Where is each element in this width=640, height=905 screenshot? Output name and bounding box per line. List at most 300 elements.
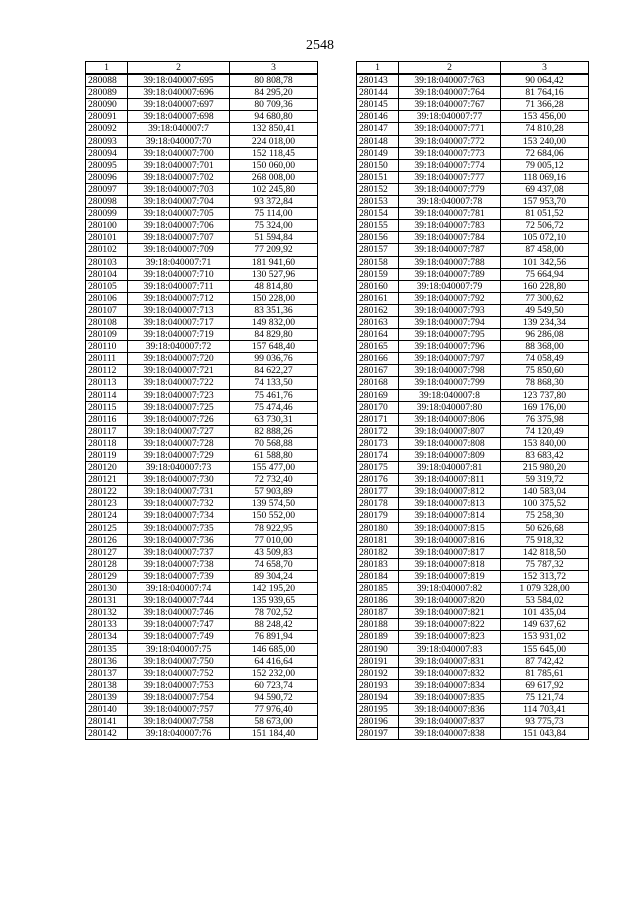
table-row: [86, 159, 318, 171]
row-number-cell: 280196: [357, 716, 399, 728]
value-cell: 78 702,52: [230, 607, 318, 619]
row-number-cell: 280155: [357, 220, 399, 232]
table-row: [357, 87, 589, 99]
value-cell: 89 304,24: [230, 570, 318, 582]
value-cell: 96 286,08: [501, 329, 589, 341]
row-number-cell: 280188: [357, 619, 399, 631]
row-number-cell: 280159: [357, 268, 399, 280]
table-row: [86, 365, 318, 377]
cadastral-number-cell: 39:18:040007:747: [128, 619, 230, 631]
value-cell: 90 064,42: [501, 74, 589, 87]
cadastral-number-cell: 39:18:040007:767: [399, 99, 501, 111]
row-number-cell: 280142: [86, 728, 128, 740]
row-number-cell: 280125: [86, 522, 128, 534]
cadastral-number-cell: 39:18:040007:704: [128, 196, 230, 208]
cadastral-number-cell: 39:18:040007:819: [399, 570, 501, 582]
value-cell: 82 888,26: [230, 425, 318, 437]
row-number-cell: 280102: [86, 244, 128, 256]
table-row: [86, 171, 318, 183]
cadastral-number-cell: 39:18:040007:773: [399, 147, 501, 159]
row-number-cell: 280172: [357, 425, 399, 437]
row-number-cell: 280093: [86, 135, 128, 147]
cadastral-number-cell: 39:18:040007:834: [399, 679, 501, 691]
value-cell: 105 072,10: [501, 232, 589, 244]
value-cell: 75 461,76: [230, 389, 318, 401]
row-number-cell: 280143: [357, 74, 399, 87]
cadastral-number-cell: 39:18:040007:814: [399, 510, 501, 522]
cadastral-number-cell: 39:18:040007:792: [399, 292, 501, 304]
cadastral-number-cell: 39:18:040007:705: [128, 208, 230, 220]
table-row: [86, 135, 318, 147]
value-cell: 93 775,73: [501, 716, 589, 728]
value-cell: 118 069,16: [501, 171, 589, 183]
value-cell: 57 903,89: [230, 486, 318, 498]
table-row: [357, 667, 589, 679]
table-header-row: [357, 62, 589, 75]
cadastral-number-cell: 39:18:040007:711: [128, 280, 230, 292]
table-row: [86, 280, 318, 292]
table-row: [86, 389, 318, 401]
cadastral-number-cell: 39:18:040007:817: [399, 546, 501, 558]
row-number-cell: 280099: [86, 208, 128, 220]
cadastral-number-cell: 39:18:040007:832: [399, 667, 501, 679]
value-cell: 77 010,00: [230, 534, 318, 546]
table-row: [86, 329, 318, 341]
cadastral-number-cell: 39:18:040007:837: [399, 716, 501, 728]
cadastral-number-cell: 39:18:040007:746: [128, 607, 230, 619]
table-row: [86, 716, 318, 728]
row-number-cell: 280189: [357, 631, 399, 643]
row-number-cell: 280124: [86, 510, 128, 522]
cadastral-number-cell: 39:18:040007:772: [399, 135, 501, 147]
row-number-cell: 280161: [357, 292, 399, 304]
row-number-cell: 280148: [357, 135, 399, 147]
value-cell: 83 683,42: [501, 450, 589, 462]
row-number-cell: 280147: [357, 123, 399, 135]
row-number-cell: 280160: [357, 280, 399, 292]
table-row: [86, 341, 318, 353]
table-row: [86, 437, 318, 449]
value-cell: 53 584,02: [501, 595, 589, 607]
cadastral-number-cell: 39:18:040007:702: [128, 171, 230, 183]
value-cell: 160 228,80: [501, 280, 589, 292]
row-number-cell: 280153: [357, 196, 399, 208]
row-number-cell: 280127: [86, 546, 128, 558]
value-cell: 153 240,00: [501, 135, 589, 147]
table-row: [86, 450, 318, 462]
cadastral-number-cell: 39:18:040007:753: [128, 679, 230, 691]
cadastral-number-cell: 39:18:040007:735: [128, 522, 230, 534]
value-cell: 75 114,00: [230, 208, 318, 220]
table-row: [86, 558, 318, 570]
value-cell: 153 456,00: [501, 111, 589, 123]
table-row: [357, 631, 589, 643]
row-number-cell: 280136: [86, 655, 128, 667]
value-cell: 81 764,16: [501, 87, 589, 99]
row-number-cell: 280170: [357, 401, 399, 413]
value-cell: 151 184,40: [230, 728, 318, 740]
table-body-right: [357, 74, 589, 740]
value-cell: 157 953,70: [501, 196, 589, 208]
value-cell: 93 372,84: [230, 196, 318, 208]
row-number-cell: 280158: [357, 256, 399, 268]
row-number-cell: 280151: [357, 171, 399, 183]
table-row: [357, 534, 589, 546]
value-cell: 59 319,72: [501, 474, 589, 486]
value-cell: 64 416,64: [230, 655, 318, 667]
row-number-cell: 280145: [357, 99, 399, 111]
table-row: [86, 304, 318, 316]
cadastral-number-cell: 39:18:040007:75: [128, 643, 230, 655]
cadastral-number-cell: 39:18:040007:71: [128, 256, 230, 268]
table-row: [86, 534, 318, 546]
row-number-cell: 280126: [86, 534, 128, 546]
row-number-cell: 280130: [86, 583, 128, 595]
row-number-cell: 280129: [86, 570, 128, 582]
cadastral-number-cell: 39:18:040007:836: [399, 703, 501, 715]
table-row: [357, 232, 589, 244]
cadastral-number-cell: 39:18:040007:709: [128, 244, 230, 256]
row-number-cell: 280135: [86, 643, 128, 655]
table-row: [357, 183, 589, 195]
table-row: [357, 389, 589, 401]
value-cell: 142 195,20: [230, 583, 318, 595]
row-number-cell: 280121: [86, 474, 128, 486]
register-table-left: [85, 61, 318, 740]
cadastral-number-cell: 39:18:040007:717: [128, 316, 230, 328]
table-row: [357, 353, 589, 365]
value-cell: 139 574,50: [230, 498, 318, 510]
table-row: [86, 425, 318, 437]
table-row: [86, 413, 318, 425]
value-cell: 84 622,27: [230, 365, 318, 377]
table-row: [357, 74, 589, 87]
table-row: [86, 655, 318, 667]
cadastral-number-cell: 39:18:040007:696: [128, 87, 230, 99]
cadastral-number-cell: 39:18:040007:811: [399, 474, 501, 486]
row-number-cell: 280112: [86, 365, 128, 377]
table-row: [86, 232, 318, 244]
table-row: [357, 268, 589, 280]
row-number-cell: 280105: [86, 280, 128, 292]
cadastral-number-cell: 39:18:040007:703: [128, 183, 230, 195]
cadastral-number-cell: 39:18:040007:78: [399, 196, 501, 208]
value-cell: 75 324,00: [230, 220, 318, 232]
row-number-cell: 280091: [86, 111, 128, 123]
value-cell: 151 043,84: [501, 728, 589, 740]
cadastral-number-cell: 39:18:040007:81: [399, 462, 501, 474]
row-number-cell: 280106: [86, 292, 128, 304]
value-cell: 153 931,02: [501, 631, 589, 643]
row-number-cell: 280113: [86, 377, 128, 389]
table-row: [357, 329, 589, 341]
cadastral-number-cell: 39:18:040007:763: [399, 74, 501, 87]
table-row: [86, 183, 318, 195]
cadastral-number-cell: 39:18:040007:725: [128, 401, 230, 413]
row-number-cell: 280094: [86, 147, 128, 159]
column-header-1: 1: [86, 62, 128, 75]
row-number-cell: 280111: [86, 353, 128, 365]
value-cell: 114 703,41: [501, 703, 589, 715]
cadastral-number-cell: 39:18:040007:794: [399, 316, 501, 328]
table-row: [357, 377, 589, 389]
value-cell: 60 723,74: [230, 679, 318, 691]
row-number-cell: 280175: [357, 462, 399, 474]
table-row: [86, 353, 318, 365]
value-cell: 152 313,72: [501, 570, 589, 582]
row-number-cell: 280163: [357, 316, 399, 328]
value-cell: 181 941,60: [230, 256, 318, 268]
value-cell: 268 008,00: [230, 171, 318, 183]
table-row: [86, 667, 318, 679]
row-number-cell: 280100: [86, 220, 128, 232]
value-cell: 74 133,50: [230, 377, 318, 389]
row-number-cell: 280110: [86, 341, 128, 353]
value-cell: 84 295,20: [230, 87, 318, 99]
cadastral-number-cell: 39:18:040007:789: [399, 268, 501, 280]
cadastral-number-cell: 39:18:040007:831: [399, 655, 501, 667]
value-cell: 149 832,00: [230, 316, 318, 328]
cadastral-number-cell: 39:18:040007:722: [128, 377, 230, 389]
table-row: [357, 728, 589, 740]
value-cell: 81 051,52: [501, 208, 589, 220]
table-row: [357, 135, 589, 147]
table-row: [357, 304, 589, 316]
cadastral-number-cell: 39:18:040007:781: [399, 208, 501, 220]
table-row: [86, 99, 318, 111]
cadastral-number-cell: 39:18:040007:726: [128, 413, 230, 425]
cadastral-number-cell: 39:18:040007:8: [399, 389, 501, 401]
row-number-cell: 280114: [86, 389, 128, 401]
row-number-cell: 280109: [86, 329, 128, 341]
row-number-cell: 280132: [86, 607, 128, 619]
value-cell: 153 840,00: [501, 437, 589, 449]
cadastral-number-cell: 39:18:040007:752: [128, 667, 230, 679]
cadastral-number-cell: 39:18:040007:738: [128, 558, 230, 570]
cadastral-number-cell: 39:18:040007:72: [128, 341, 230, 353]
row-number-cell: 280156: [357, 232, 399, 244]
table-row: [357, 159, 589, 171]
value-cell: 224 018,00: [230, 135, 318, 147]
row-number-cell: 280116: [86, 413, 128, 425]
value-cell: 77 976,40: [230, 703, 318, 715]
value-cell: 157 648,40: [230, 341, 318, 353]
row-number-cell: 280149: [357, 147, 399, 159]
row-number-cell: 280167: [357, 365, 399, 377]
value-cell: 130 527,96: [230, 268, 318, 280]
value-cell: 78 922,95: [230, 522, 318, 534]
cadastral-number-cell: 39:18:040007:707: [128, 232, 230, 244]
cadastral-number-cell: 39:18:040007:758: [128, 716, 230, 728]
row-number-cell: 280095: [86, 159, 128, 171]
value-cell: 51 594,84: [230, 232, 318, 244]
cadastral-number-cell: 39:18:040007:816: [399, 534, 501, 546]
cadastral-number-cell: 39:18:040007:783: [399, 220, 501, 232]
table-row: [357, 413, 589, 425]
row-number-cell: 280197: [357, 728, 399, 740]
cadastral-number-cell: 39:18:040007:70: [128, 135, 230, 147]
cadastral-number-cell: 39:18:040007:784: [399, 232, 501, 244]
cadastral-number-cell: 39:18:040007:838: [399, 728, 501, 740]
row-number-cell: 280103: [86, 256, 128, 268]
cadastral-number-cell: 39:18:040007:793: [399, 304, 501, 316]
cadastral-number-cell: 39:18:040007:79: [399, 280, 501, 292]
table-row: [86, 208, 318, 220]
value-cell: 48 814,80: [230, 280, 318, 292]
value-cell: 75 474,46: [230, 401, 318, 413]
row-number-cell: 280137: [86, 667, 128, 679]
value-cell: 74 658,70: [230, 558, 318, 570]
table-row: [357, 607, 589, 619]
table-row: [357, 595, 589, 607]
value-cell: 94 590,72: [230, 691, 318, 703]
table-row: [86, 498, 318, 510]
row-number-cell: 280169: [357, 389, 399, 401]
row-number-cell: 280157: [357, 244, 399, 256]
table-row: [86, 196, 318, 208]
table-row: [357, 280, 589, 292]
cadastral-number-cell: 39:18:040007:721: [128, 365, 230, 377]
row-number-cell: 280141: [86, 716, 128, 728]
value-cell: 49 549,50: [501, 304, 589, 316]
table-row: [86, 462, 318, 474]
row-number-cell: 280174: [357, 450, 399, 462]
row-number-cell: 280192: [357, 667, 399, 679]
column-header-2: 2: [128, 62, 230, 75]
table-row: [357, 691, 589, 703]
row-number-cell: 280165: [357, 341, 399, 353]
value-cell: 152 232,00: [230, 667, 318, 679]
row-number-cell: 280194: [357, 691, 399, 703]
row-number-cell: 280119: [86, 450, 128, 462]
value-cell: 100 375,52: [501, 498, 589, 510]
table-row: [86, 522, 318, 534]
table-row: [357, 450, 589, 462]
value-cell: 58 673,00: [230, 716, 318, 728]
value-cell: 75 787,32: [501, 558, 589, 570]
cadastral-number-cell: 39:18:040007:806: [399, 413, 501, 425]
cadastral-number-cell: 39:18:040007:736: [128, 534, 230, 546]
value-cell: 69 437,08: [501, 183, 589, 195]
cadastral-number-cell: 39:18:040007:74: [128, 583, 230, 595]
value-cell: 75 664,94: [501, 268, 589, 280]
cadastral-number-cell: 39:18:040007:701: [128, 159, 230, 171]
row-number-cell: 280195: [357, 703, 399, 715]
row-number-cell: 280178: [357, 498, 399, 510]
value-cell: 71 366,28: [501, 99, 589, 111]
table-row: [357, 583, 589, 595]
cadastral-number-cell: 39:18:040007:712: [128, 292, 230, 304]
table-row: [357, 643, 589, 655]
row-number-cell: 280120: [86, 462, 128, 474]
table-row: [357, 437, 589, 449]
table-row: [357, 498, 589, 510]
cadastral-number-cell: 39:18:040007:730: [128, 474, 230, 486]
table-row: [86, 111, 318, 123]
table-row: [357, 655, 589, 667]
cadastral-number-cell: 39:18:040007:795: [399, 329, 501, 341]
cadastral-number-cell: 39:18:040007:719: [128, 329, 230, 341]
cadastral-number-cell: 39:18:040007:700: [128, 147, 230, 159]
register-table-right: [356, 61, 589, 740]
row-number-cell: 280182: [357, 546, 399, 558]
cadastral-number-cell: 39:18:040007:729: [128, 450, 230, 462]
row-number-cell: 280089: [86, 87, 128, 99]
cadastral-number-cell: 39:18:040007:835: [399, 691, 501, 703]
value-cell: 74 058,49: [501, 353, 589, 365]
value-cell: 43 509,83: [230, 546, 318, 558]
value-cell: 140 583,04: [501, 486, 589, 498]
table-body-left: [86, 74, 318, 740]
table-row: [357, 99, 589, 111]
row-number-cell: 280088: [86, 74, 128, 87]
value-cell: 79 005,12: [501, 159, 589, 171]
value-cell: 135 939,65: [230, 595, 318, 607]
table-row: [357, 196, 589, 208]
table-row: [86, 316, 318, 328]
value-cell: 74 810,28: [501, 123, 589, 135]
cadastral-number-cell: 39:18:040007:821: [399, 607, 501, 619]
table-row: [357, 220, 589, 232]
cadastral-number-cell: 39:18:040007:732: [128, 498, 230, 510]
row-number-cell: 280191: [357, 655, 399, 667]
value-cell: 72 732,40: [230, 474, 318, 486]
cadastral-number-cell: 39:18:040007:808: [399, 437, 501, 449]
value-cell: 102 245,80: [230, 183, 318, 195]
row-number-cell: 280150: [357, 159, 399, 171]
cadastral-number-cell: 39:18:040007:774: [399, 159, 501, 171]
cadastral-number-cell: 39:18:040007:754: [128, 691, 230, 703]
cadastral-number-cell: 39:18:040007:788: [399, 256, 501, 268]
value-cell: 87 458,00: [501, 244, 589, 256]
row-number-cell: 280193: [357, 679, 399, 691]
table-row: [86, 643, 318, 655]
value-cell: 146 685,00: [230, 643, 318, 655]
row-number-cell: 280154: [357, 208, 399, 220]
value-cell: 94 680,80: [230, 111, 318, 123]
row-number-cell: 280181: [357, 534, 399, 546]
cadastral-number-cell: 39:18:040007:82: [399, 583, 501, 595]
value-cell: 77 300,62: [501, 292, 589, 304]
row-number-cell: 280173: [357, 437, 399, 449]
table-row: [357, 546, 589, 558]
table-row: [86, 268, 318, 280]
cadastral-number-cell: 39:18:040007:77: [399, 111, 501, 123]
cadastral-number-cell: 39:18:040007:815: [399, 522, 501, 534]
cadastral-number-cell: 39:18:040007:723: [128, 389, 230, 401]
row-number-cell: 280176: [357, 474, 399, 486]
value-cell: 155 477,00: [230, 462, 318, 474]
row-number-cell: 280171: [357, 413, 399, 425]
table-row: [357, 316, 589, 328]
row-number-cell: 280168: [357, 377, 399, 389]
table-header-row: [86, 62, 318, 75]
row-number-cell: 280186: [357, 595, 399, 607]
value-cell: 150 060,00: [230, 159, 318, 171]
cadastral-number-cell: 39:18:040007:728: [128, 437, 230, 449]
table-row: [357, 292, 589, 304]
row-number-cell: 280185: [357, 583, 399, 595]
table-row: [86, 401, 318, 413]
row-number-cell: 280179: [357, 510, 399, 522]
cadastral-number-cell: 39:18:040007:734: [128, 510, 230, 522]
cadastral-number-cell: 39:18:040007:749: [128, 631, 230, 643]
value-cell: 169 176,00: [501, 401, 589, 413]
row-number-cell: 280152: [357, 183, 399, 195]
table-row: [86, 87, 318, 99]
row-number-cell: 280096: [86, 171, 128, 183]
row-number-cell: 280098: [86, 196, 128, 208]
